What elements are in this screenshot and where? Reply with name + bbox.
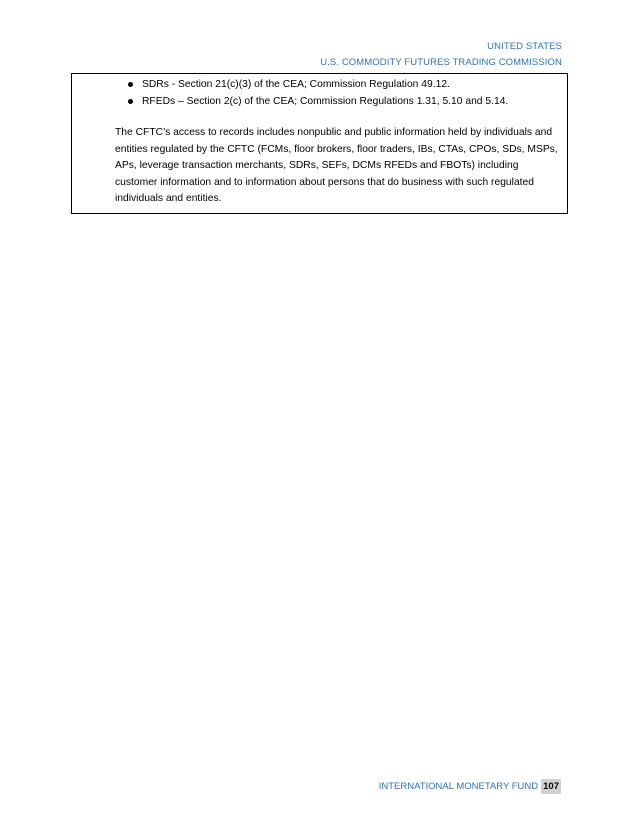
page-number: 107 — [543, 781, 559, 792]
bullet-list — [128, 76, 508, 110]
running-header-country: UNITED STATES — [487, 41, 562, 52]
page-footer — [379, 779, 561, 794]
bullet-text: SDRs - Section 21(c)(3) of the CEA; Commission Regulation 49.12. — [142, 79, 450, 90]
bullet-text: RFEDs – Section 2(c) of the CEA; Commission Regulations 1.31, 5.10 and 5.14. — [142, 96, 509, 107]
bullet-icon — [128, 82, 133, 87]
bullet-icon — [128, 99, 133, 104]
body-paragraph: The CFTC’s access to records includes nonpublic and public information held by individuals and entities regulated by the CFTC (FCMs, floor brokers, floor traders, IBs, CTAs, CPOs, SDs, MSPs, APs, leverage transaction merchants, SDRs, SEFs, DCMs RFEDs and FBOTs) including customer information and to information about persons that do business with such regulated individuals and entities. — [115, 127, 558, 205]
content-box — [71, 73, 568, 214]
footer-publisher: INTERNATIONAL MONETARY FUND — [378, 781, 539, 792]
list-item — [128, 76, 508, 93]
list-item — [128, 93, 508, 110]
running-header-agency: U.S. COMMODITY FUTURES TRADING COMMISSION — [320, 57, 562, 68]
